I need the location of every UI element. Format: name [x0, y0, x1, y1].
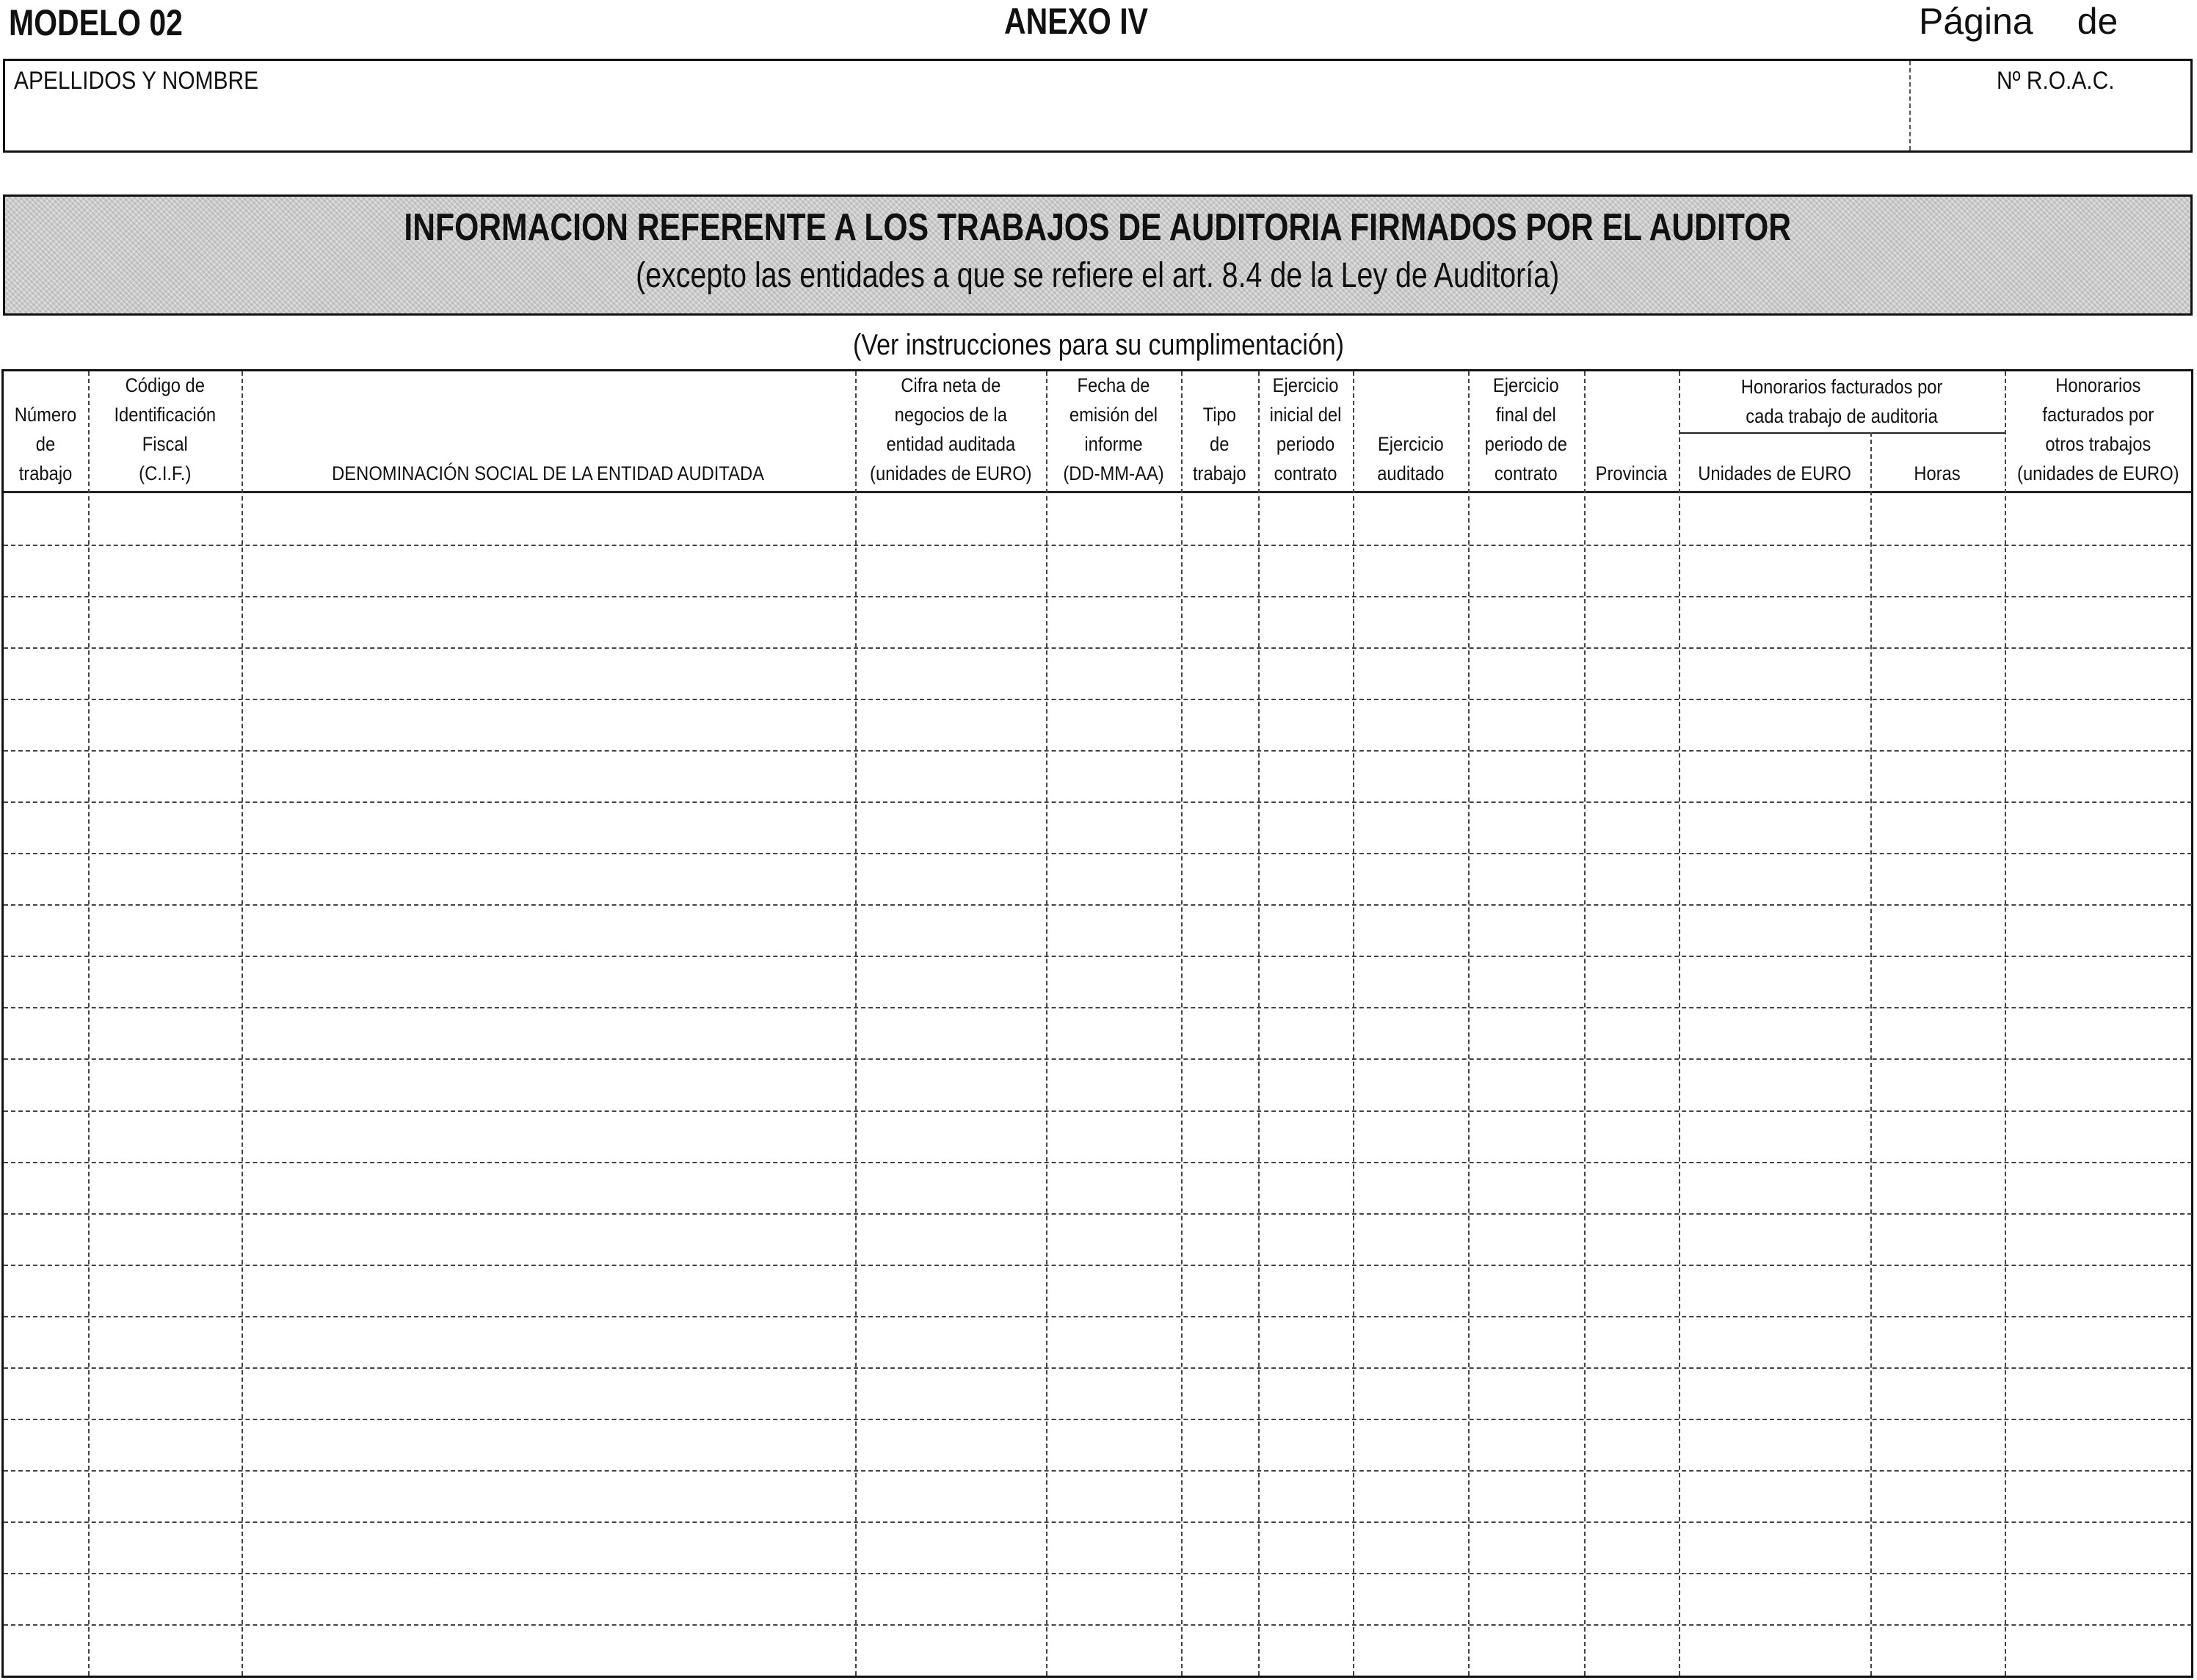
table-row[interactable]	[4, 956, 2192, 1007]
table-row[interactable]	[4, 1624, 2192, 1676]
column-header: Ejercicio inicial del periodo contrato	[1269, 374, 1342, 484]
table-row[interactable]	[4, 596, 2192, 647]
column-header: DENOMINACIÓN SOCIAL DE LA ENTIDAD AUDITADA	[332, 462, 765, 484]
table-row[interactable]	[4, 853, 2192, 904]
section-banner	[3, 194, 2193, 316]
column-header: Ejercicio auditado	[1376, 433, 1445, 484]
banner-title: INFORMACION REFERENTE A LOS TRABAJOS DE AUDITORIA FIRMADOS POR EL AUDITOR	[404, 206, 1792, 249]
column-header: Cifra neta de negocios de la entidad auditada (unidades de EURO)	[869, 374, 1032, 484]
page-indicator	[1919, 0, 2118, 43]
column-header: Código de Identificación Fiscal (C.I.F.)	[114, 374, 216, 484]
table-row[interactable]	[4, 699, 2192, 750]
table-row[interactable]	[4, 1316, 2192, 1367]
of-label: de	[2077, 1, 2118, 42]
annex-title: ANEXO IV	[1004, 1, 1148, 42]
column-header: Unidades de EURO	[1698, 462, 1851, 484]
column-header: Ejercicio final del periodo de contrato	[1484, 374, 1568, 484]
table-row[interactable]	[4, 1470, 2192, 1521]
column-header: Tipo de trabajo	[1193, 404, 1246, 484]
table-row[interactable]	[4, 1162, 2192, 1213]
model-number: MODELO 02	[9, 2, 183, 43]
table-row[interactable]	[4, 647, 2192, 699]
table-row[interactable]	[4, 1521, 2192, 1573]
table-row[interactable]	[4, 545, 2192, 596]
table-row[interactable]	[4, 1265, 2192, 1316]
table-row[interactable]	[4, 493, 2192, 545]
column-header: Horas	[1914, 462, 1961, 484]
table-row[interactable]	[4, 1058, 2192, 1110]
fees-group-header: Honorarios facturados por cada trabajo de auditoria	[1740, 375, 1943, 427]
table-row[interactable]	[4, 750, 2192, 801]
auditor-identity-box	[3, 59, 2193, 153]
table-row[interactable]	[4, 904, 2192, 956]
group-divider	[1679, 432, 2005, 434]
column-header: Número de trabajo	[15, 404, 77, 484]
banner-subtitle: (excepto las entidades a que se refiere el art. 8.4 de la Ley de Auditoría)	[636, 256, 1560, 295]
identity-divider	[1909, 61, 1911, 150]
table-row[interactable]	[4, 801, 2192, 853]
roac-field-label: Nº R.O.A.C.	[1997, 67, 2115, 95]
table-row[interactable]	[4, 1110, 2192, 1162]
column-header: Honorarios facturados por otros trabajos (unidades de EURO)	[2017, 374, 2179, 484]
audit-works-table	[1, 369, 2193, 1678]
instructions-note: (Ver instrucciones para su cumplimentación)	[853, 329, 1344, 361]
table-row[interactable]	[4, 1573, 2192, 1624]
table-row[interactable]	[4, 1419, 2192, 1470]
table-row[interactable]	[4, 1367, 2192, 1419]
table-row[interactable]	[4, 1213, 2192, 1265]
column-header: Fecha de emisión del informe (DD-MM-AA)	[1063, 374, 1164, 484]
page-label: Página	[1919, 1, 2033, 42]
column-header: Provincia	[1595, 462, 1668, 484]
name-field-label: APELLIDOS Y NOMBRE	[14, 67, 259, 95]
table-row[interactable]	[4, 1007, 2192, 1058]
